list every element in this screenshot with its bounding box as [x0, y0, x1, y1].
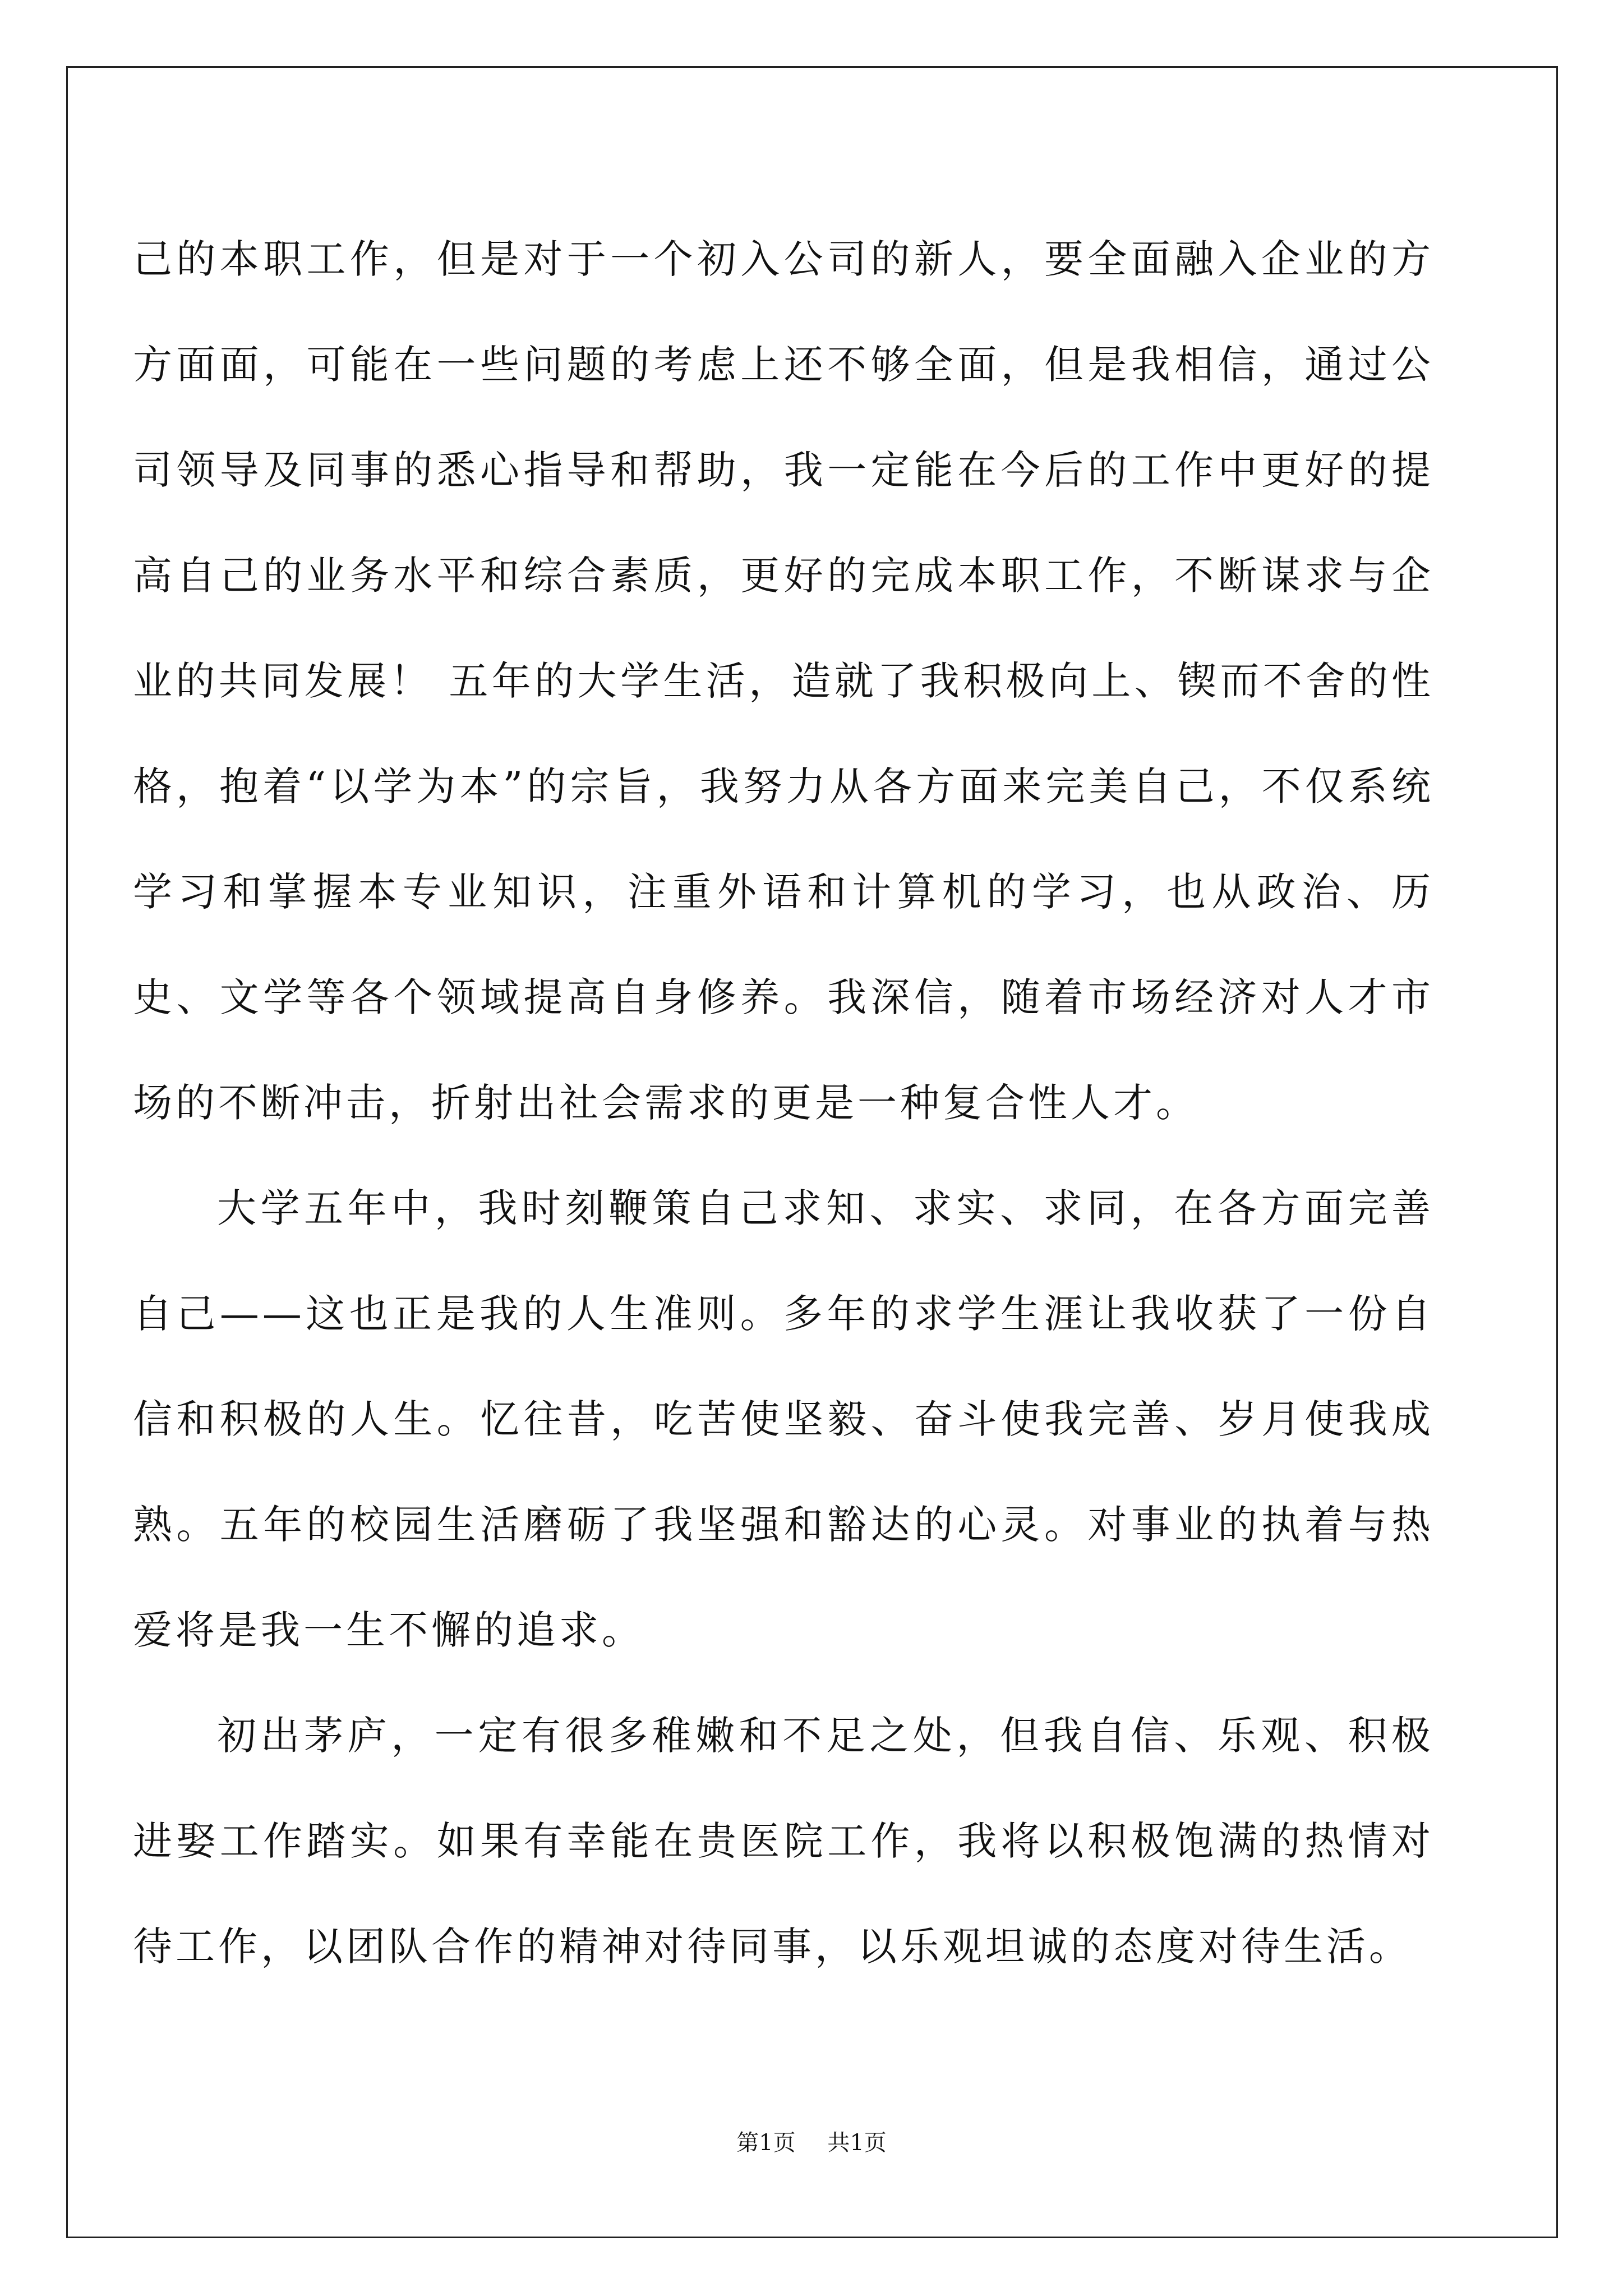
- page-number: 第1页: [736, 2130, 796, 2156]
- total-pages: 共1页: [827, 2130, 887, 2156]
- paragraph-2: 大学五年中，我时刻鞭策自己求知、求实、求同，在各方面完善自己——这也正是我的人生准则。多年的求学生涯让我收获了一份自信和积极的人生。忆往昔，吃苦使坚毅、奋斗使我完善、岁月使我成熟。五年的校园生活磨砺了我坚强和豁达的心灵。对事业的执着与热爱将是我一生不懈的追求。: [133, 1185, 1434, 1653]
- paragraph-1: 己的本职工作，但是对于一个初入公司的新人，要全面融入企业的方方面面，可能在一些问题的考虑上还不够全面，但是我相信，通过公司领导及同事的悉心指导和帮助，我一定能在今后的工作中更好的提高自己的业务水平和综合素质，更好的完成本职工作，不断谋求与企业的共同发展！ 五年的大学生活，造就了我积极向上、锲而不舍的性格，抱着“以学为本”的宗旨，我努力从各方面来完美自己，不仅系统学习和掌握本专业知识，注重外语和计算机的学习，也从政治、历史、文学等各个领域提高自身修养。我深信，随着市场经济对人才市场的不断冲击，折射出社会需求的更是一种复合性人才。: [133, 236, 1434, 1126]
- document-body: [133, 206, 1434, 1999]
- paragraph-3: 初出茅庐，一定有很多稚嫩和不足之处，但我自信、乐观、积极进娶工作踏实。如果有幸能在贵医院工作，我将以积极饱满的热情对待工作，以团队合作的精神对待同事，以乐观坦诚的态度对待生活。: [133, 1713, 1434, 1970]
- page-footer: [0, 2126, 1623, 2160]
